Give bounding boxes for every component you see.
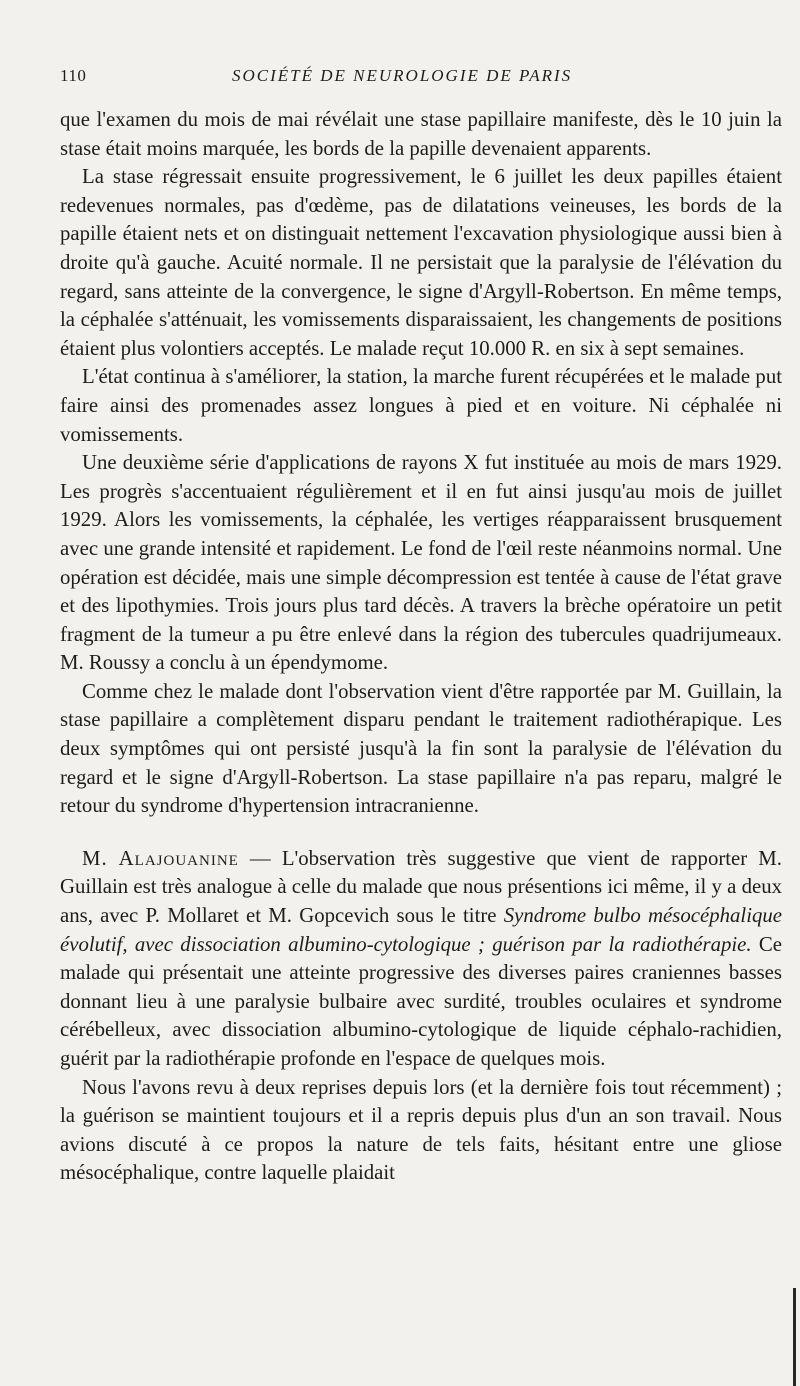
paragraph-comparison: Comme chez le malade dont l'observation vient d'être rapportée par M. Guillain, la stase papillaire a complètement disparu pendant le traitement radiothérapique. Les deux symptômes qui ont persisté jusqu'à la fin sont la paralysie de l'élévation du regard et le signe d'Argyll-Robertson. La stase papillaire n'a pas reparu, malgré le retour du syndrome d'hypertension intracranienne.: [60, 679, 782, 818]
page: [60, 66, 782, 1188]
page-number: 110: [60, 66, 87, 85]
running-head-title: SOCIÉTÉ DE NEUROLOGIE DE PARIS: [232, 66, 573, 85]
cited-title: Syndrome bulbo mésocéphalique évolutif, avec dissociation albumino-cytologique ; guérison par la radiothérapie.: [60, 904, 782, 956]
scan-edge-mark: [793, 1288, 796, 1386]
paragraph-improvement: L'état continua à s'améliorer, la station, la marche furent récupérées et le malade put faire ainsi des promenades assez longues à pied et en voiture. Ni céphalée ni vomissements.: [60, 365, 782, 446]
paragraph-second-series: Une deuxième série d'applications de rayons X fut instituée au mois de mars 1929. Les progrès s'accentuaient régulièrement et il en fut ainsi jusqu'au mois de juillet 1929. Alors les vomissements, la céphalée, les vertiges réapparaissent brusquement avec une grande intensité et rapidement. Le fond de l'œil reste néanmoins normal. Une opération est décidée, mais une simple décompression est tentée à cause de l'état grave et des lipothymies. Trois jours plus tard décès. A travers la brèche opératoire un petit fragment de la tumeur a pu être enlevé dans la région des tubercules quadrijumeaux. M. Roussy a conclu à un épendymome.: [60, 451, 782, 675]
paragraph-alajouanine: [60, 845, 782, 1074]
running-head: [60, 66, 782, 106]
paragraph-follow-up: Nous l'avons revu à deux reprises depuis lors (et la dernière fois tout récemment) ; la guérison se maintient toujours et il a repris depuis plus d'un an son travail. Nous avions discuté à ce propos la nature de tels faits, hésitant entre une gliose mésocéphalique, contre laquelle plaidait: [60, 1075, 782, 1185]
paragraph-text: — L'observation très suggestive que vient de rapporter M. Guillain est très analogue à celle du malade que nous présentions ici même, il y a deux ans, avec P. Mollaret et M. Gopcevich sous le titre: [60, 846, 782, 928]
paragraph-text: Ce malade qui présentait une atteinte progressive des diverses paires craniennes basses donnant lieu à une paralysie bulbaire avec surdité, troubles oculaires et syndrome cérébelleux, avec dissociation albumino-cytologique de liquide céphalo-rachidien, guérit par la radiothérapie profonde en l'espace de quelques mois.: [60, 932, 782, 1070]
paragraph-stase-regression: La stase régressait ensuite progressivement, le 6 juillet les deux papilles étaient redevenues normales, pas d'œdème, pas de dilatations veineuses, les bords de la papille étaient nets et on distinguait nettement l'excavation physiologique aussi bien à droite qu'à gauche. Acuité normale. Il ne persistait que la paralysie de l'élévation du regard, sans atteinte de la convergence, le signe d'Argyll-Robertson. En même temps, la céphalée s'atténuait, les vomissements disparaissaient, les changements de positions étaient plus volontiers acceptés. Le malade reçut 10.000 R. en six à sept semaines.: [60, 165, 782, 360]
author-name: M. Alajouanine: [82, 846, 239, 870]
paragraph-continuation: que l'examen du mois de mai révélait une stase papillaire manifeste, dès le 10 juin la stase était moins marquée, les bords de la papille devenaient apparents.: [60, 108, 782, 160]
